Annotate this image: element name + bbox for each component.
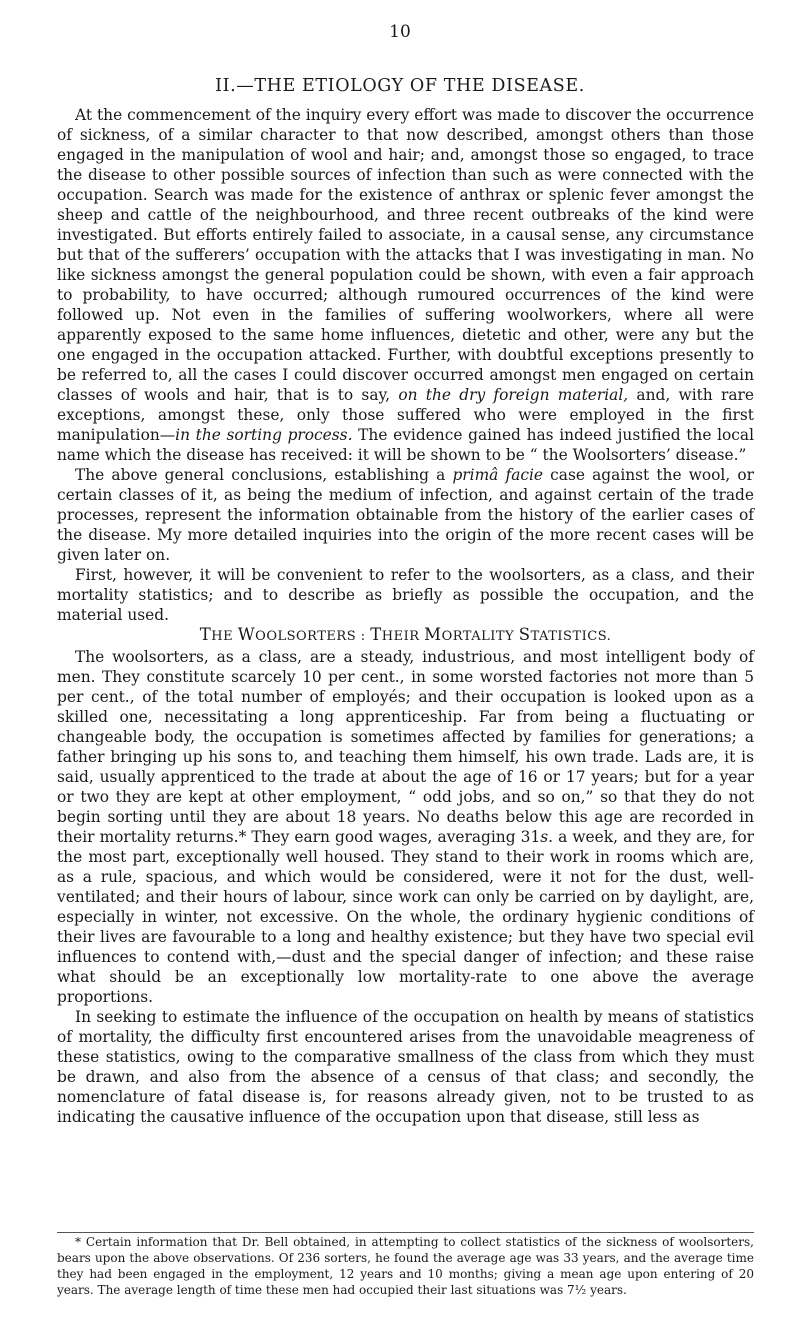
footnote-divider — [57, 1232, 754, 1233]
p1-italic-2: in the sorting process. — [175, 426, 353, 444]
paragraph-1 — [57, 105, 754, 465]
section-title: II.—THE ETIOLOGY OF THE DISEASE. — [215, 76, 585, 96]
subheading-cap-4: M — [424, 625, 442, 644]
p4-italic: s. — [540, 828, 554, 846]
subheading-cap-3: T — [370, 625, 382, 644]
footnote-mark: * — [75, 1235, 81, 1249]
subheading-sc-1: HE — [211, 629, 238, 644]
paragraph-3: First, however, it will be convenient to refer to the woolsorters, as a class, and their mortality statistics; and to describe as briefly as possible the occupation, and the material used. — [57, 566, 754, 624]
paragraph-5: In seeking to estimate the influence of the occupation on health by means of statistics of mortality, the difficulty first encountered arises from the unavoidable meagreness of these statistics, owing to the comparative smallness of the class from which they must be drawn, and also from the absence of a census of that class; and secondly, the nomenclature of fatal disease is, for reasons already given, not to be trusted to as indicating the causative influence of the occupation upon that disease, still less as — [57, 1008, 754, 1126]
subheading-sc-5: TATISTICS. — [530, 629, 612, 644]
subheading-cap-2: W — [237, 625, 256, 644]
subheading-cap-1: T — [199, 625, 212, 644]
footnote — [57, 1234, 754, 1298]
subheading-sc-4: ORTALITY — [441, 629, 519, 644]
p4-text-a: The woolsorters, as a class, are a steady, industrious, and most intelligent body of men. They constitute scarcely 10 per cent., in some worsted factories not more than 5 per cent., of the total number of employés; and their occupation is looked upon as a skilled one, necessitating a long apprenticeship. Far from being a fluctuating or changeable body, the occupation is sometimes affected by families for generations; a father bringing up his sons to, and teaching them himself, his own trade. Lads are, it is said, usually apprenticed to the trade at about the age of 16 or 17 years; but for a year or two they are kept at other employment, “ odd jobs, and so on,” so that they do not begin sorting until they are about 18 years. No deaths below this age are recorded in their mortality returns.* They earn good wages, averaging 31 — [57, 648, 754, 846]
p1-text-b: and, with rare exceptions, amongst these, only those suffered who were employed in the first manipulation— — [57, 386, 754, 444]
body-text — [57, 105, 754, 1127]
p2-text-a: The above general conclusions, establishing a — [75, 466, 453, 484]
paragraph-4 — [57, 647, 754, 1007]
subheading-sc-3: HEIR — [381, 629, 425, 644]
footnote-text: Certain information that Dr. Bell obtained, in attempting to collect statistics of the sickness of woolsorters, bears upon the above observations. Of 236 sorters, he found the average age was 33 years, and the average time they had been engaged in the employment, 12 years and 10 months; giving a mean age upon entering of 20 years. The average length of time these men had occupied their last situations was 7½ years. — [57, 1235, 754, 1297]
p2-text-b: case against the wool, or certain classes of it, as being the medium of infection, and against certain of the trade processes, represent the information obtainable from the history of the earlier cases of the disease. My more detailed inquiries into the origin of the more recent cases will be given later on. — [57, 466, 755, 564]
page-number: 10 — [389, 22, 411, 42]
subheading-cap-5: S — [518, 625, 531, 644]
subheading — [57, 625, 754, 647]
paragraph-2 — [57, 465, 754, 565]
subheading-sc-2: OOLSORTERS : — [255, 629, 371, 644]
p2-italic: primâ facie — [452, 466, 544, 484]
p1-text-a: At the commencement of the inquiry every effort was made to discover the occurrence of sickness, of a similar character to that now described, amongst others than those engaged in the manipulation of wool and hair; and, amongst those so engaged, to trace the disease to other possible sources of infection than such as were connected with the occupation. Search was made for the existence of anthrax or splenic fever amongst the sheep and cattle of the neighbourhood, and three recent outbreaks of the kind were investigated. But efforts entirely failed to associate, in a causal sense, any circumstance but that of the sufferers’ occupation with the attacks that I was investigating in man. No like sickness amongst the general population could be shown, with even a fair approach to probability, to have occurred; although rumoured occurrences of the kind were followed up. Not even in the families of suffering woolworkers, where all were apparently exposed to the same home influences, dietetic and other, were any but the one engaged in the occupation attacked. Further, with doubtful exceptions presently to be referred to, all the cases I could discover occurred amongst men engaged on certain classes of wools and hair, that is to say, — [57, 106, 754, 404]
p1-italic-1: on the dry foreign material, — [398, 386, 629, 404]
p1-text-c: The evidence gained has indeed justified the local name which the disease has received: it will be shown to be “ the Woolsorters’ disease.” — [57, 426, 754, 464]
p4-text-b: a week, and they are, for the most part, exceptionally well housed. They stand to their work in rooms which are, as a rule, spacious, and which would be considered, were it not for the dust, well-ventilated; and their hours of labour, since work can only be carried on by daylight, are, especially in winter, not excessive. On the whole, the ordinary hygienic conditions of their lives are favourable to a long and healthy existence; but they have two special evil influences to contend with,—dust and the special danger of infection; and these raise what should be an exceptionally low mortality-rate to one above the average proportions. — [57, 828, 754, 1006]
